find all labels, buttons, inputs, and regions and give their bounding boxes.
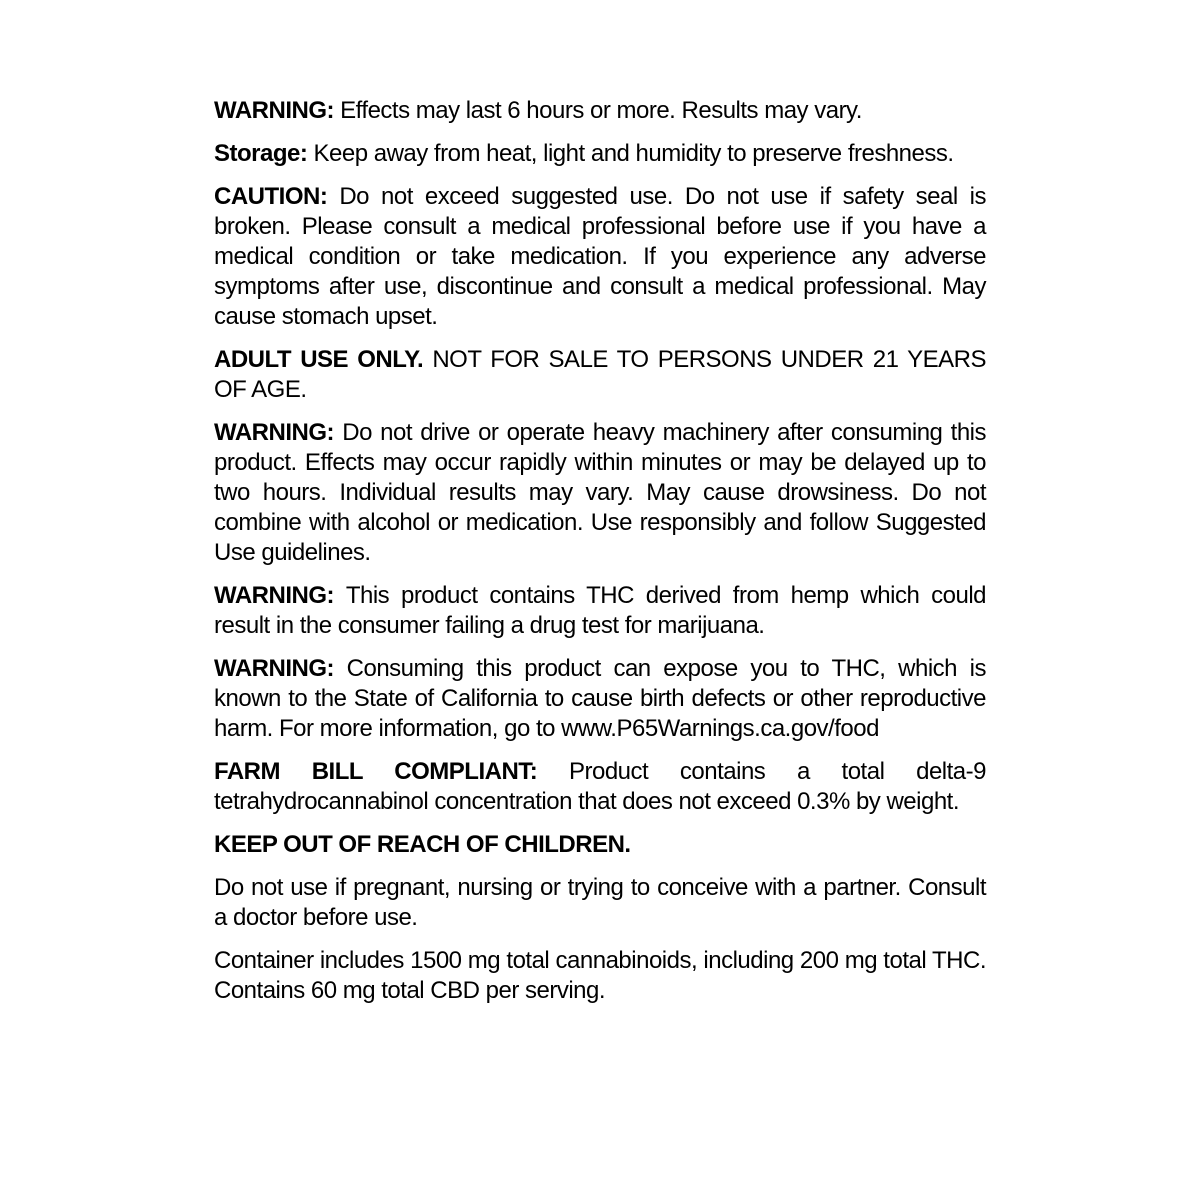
storage-paragraph [214, 139, 986, 169]
farm-bill-compliant-body: Product contains a total delta-9 tetrahydrocannabinol concentration that does not exceed 0.3% by weight. [214, 758, 986, 815]
pregnancy-warning-paragraph [214, 873, 986, 933]
warning-driving-lead: WARNING: [214, 419, 343, 446]
caution-paragraph [214, 182, 986, 332]
warning-prop65-paragraph [214, 654, 986, 744]
warning-effects-paragraph [214, 96, 986, 126]
adult-use-only-lead: ADULT USE ONLY. [214, 346, 433, 373]
farm-bill-compliant-paragraph [214, 757, 986, 817]
cannabinoid-content-paragraph [214, 946, 986, 1006]
warning-effects-body: Effects may last 6 hours or more. Results may vary. [340, 97, 862, 124]
keep-out-of-reach-paragraph [214, 830, 986, 860]
warning-drug-test-paragraph [214, 581, 986, 641]
adult-use-only-body: NOT FOR SALE TO PERSONS UNDER 21 YEARS OF AGE. [214, 346, 987, 403]
warning-effects-lead: WARNING: [214, 97, 341, 124]
cannabinoid-content-body: Container includes 1500 mg total cannabinoids, including 200 mg total THC. Contains 60 mg total CBD per serving. [214, 947, 986, 1004]
warning-prop65-body: Consuming this product can expose you to THC, which is known to the State of California to cause birth defects or other reproductive harm. For more information, go to www.P65Warnings.ca.gov/food [214, 655, 986, 742]
warning-driving-body: Do not drive or operate heavy machinery after consuming this product. Effects may occur rapidly within minutes or may be delayed up to two hours. Individual results may vary. May cause drowsiness. Do not combine with alcohol or medication. Use responsibly and follow Suggested Use guidelines. [214, 419, 987, 566]
warning-driving-paragraph [214, 418, 986, 568]
warning-drug-test-body: This product contains THC derived from hemp which could result in the consumer failing a drug test for marijuana. [214, 582, 987, 639]
warning-drug-test-lead: WARNING: [214, 582, 346, 609]
warning-prop65-lead: WARNING: [214, 655, 347, 682]
farm-bill-compliant-lead: FARM BILL COMPLIANT: [214, 758, 569, 785]
caution-body: Do not exceed suggested use. Do not use if safety seal is broken. Please consult a medical professional before use if you have a medical condition or take medication. If you experience any adverse symptoms after use, discontinue and consult a medical professional. May cause stomach upset. [214, 183, 987, 330]
caution-lead: CAUTION: [214, 183, 340, 210]
storage-lead: Storage: [214, 140, 314, 167]
pregnancy-warning-body: Do not use if pregnant, nursing or trying to conceive with a partner. Consult a doctor before use. [214, 874, 986, 931]
adult-use-only-paragraph [214, 345, 986, 405]
keep-out-of-reach-lead: KEEP OUT OF REACH OF CHILDREN. [214, 831, 631, 858]
storage-body: Keep away from heat, light and humidity to preserve freshness. [313, 140, 954, 167]
